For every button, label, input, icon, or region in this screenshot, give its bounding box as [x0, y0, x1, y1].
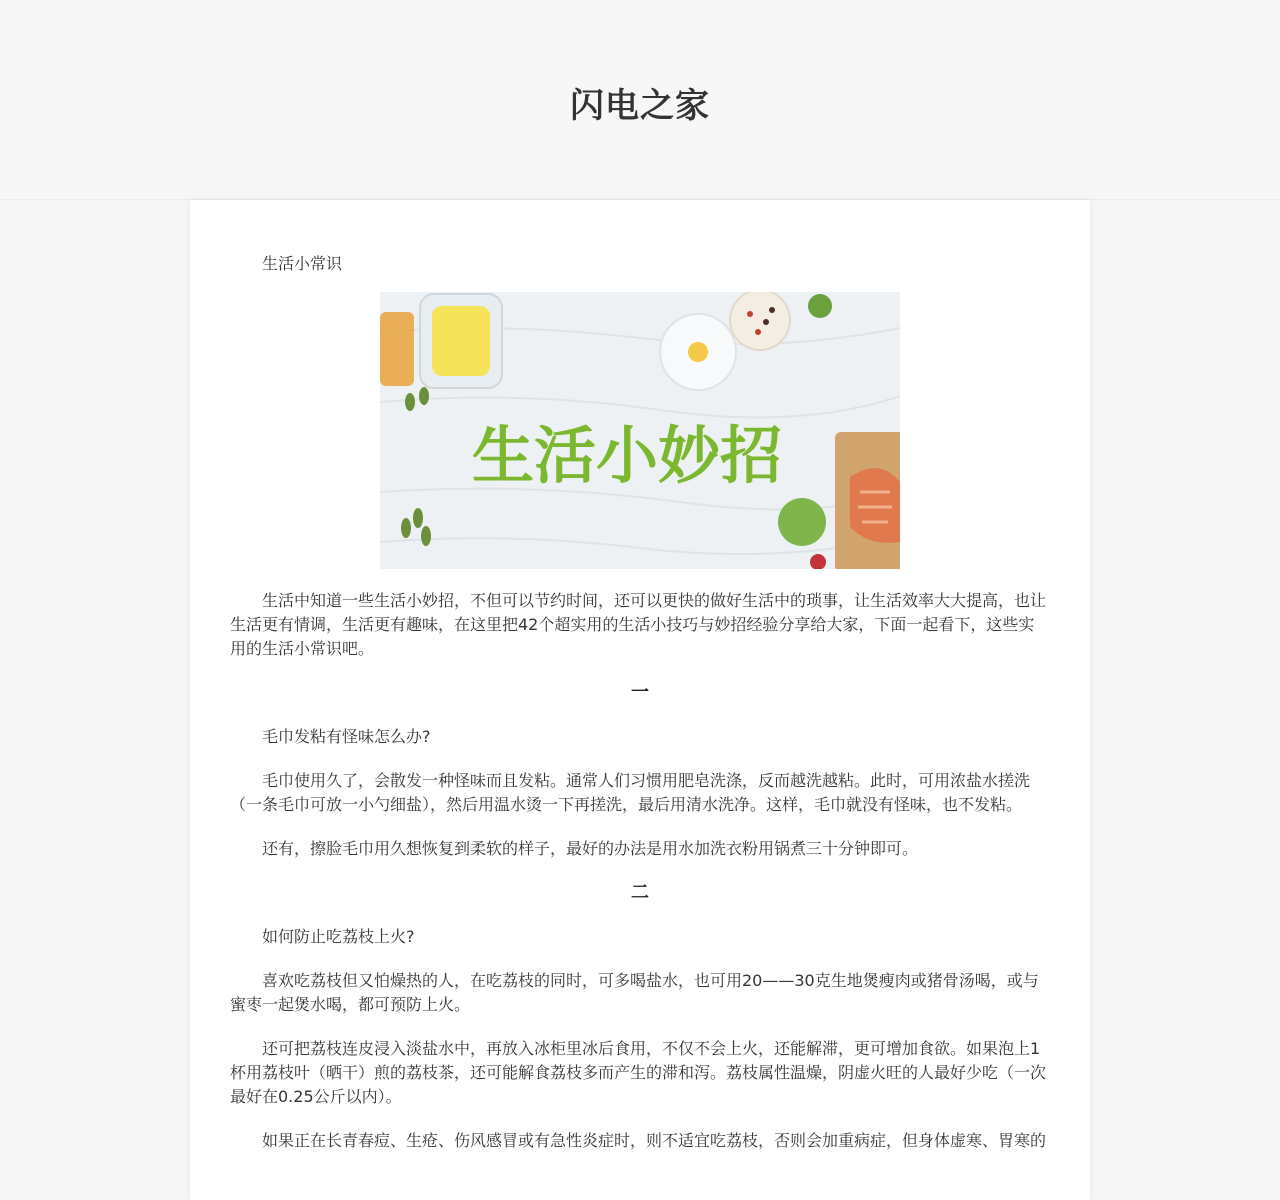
hero-image — [380, 292, 900, 569]
section-2-question: 如何防止吃荔枝上火? — [262, 927, 415, 946]
section-1-question: 毛巾发粘有怪味怎么办? — [262, 727, 431, 746]
intro-paragraph: 生活中知道一些生活小妙招，不但可以节约时间，还可以更快的做好生活中的琐事，让生活效率大大提高，也让生活更有情调，生活更有趣味，在这里把42个超实用的生活小技巧与妙招经验分享给大家，下面一起看下，这些实用的生活小常识吧。 — [230, 591, 1047, 658]
article-card — [190, 200, 1090, 1200]
section-1-paragraph-1: 毛巾使用久了，会散发一种怪味而且发粘。通常人们习惯用肥皂洗涤，反而越洗越粘。此时，可用浓盐水搓洗（一条毛巾可放一小勺细盐），然后用温水烫一下再搓洗，最后用清水洗净。这样，毛巾就没有怪味，也不发粘。 — [230, 771, 1031, 814]
section-2-paragraph-1: 喜欢吃荔枝但又怕燥热的人，在吃荔枝的同时，可多喝盐水，也可用20——30克生地煲瘦肉或猪骨汤喝，或与蜜枣一起煲水喝，都可预防上火。 — [230, 971, 1039, 1014]
hero-caption: 生活小妙招 — [471, 422, 783, 491]
section-2-paragraph-2: 还可把荔枝连皮浸入淡盐水中，再放入冰柜里冰后食用，不仅不会上火，还能解滞，更可增加食欲。如果泡上1杯用荔枝叶（晒干）煎的荔枝茶，还可能解食荔枝多而产生的滞和泻。荔枝属性温燥，阴虚火旺的人最好少吃（一次最好在0.25公斤以内）。 — [230, 1039, 1047, 1106]
site-title[interactable]: 闪电之家 — [570, 86, 710, 126]
section-1-paragraph-2: 还有，擦脸毛巾用久想恢复到柔软的样子，最好的办法是用水加洗衣粉用锅煮三十分钟即可。 — [262, 839, 919, 858]
section-2-paragraph-3: 如果正在长青春痘、生疮、伤风感冒或有急性炎症时，则不适宜吃荔枝，否则会加重病症，但身体虚寒、胃寒的 — [262, 1131, 1047, 1150]
section-number-1: 一 — [631, 682, 649, 703]
article-intro-label: 生活小常识 — [262, 254, 343, 273]
site-header — [0, 0, 1280, 200]
section-number-2: 二 — [631, 882, 649, 903]
